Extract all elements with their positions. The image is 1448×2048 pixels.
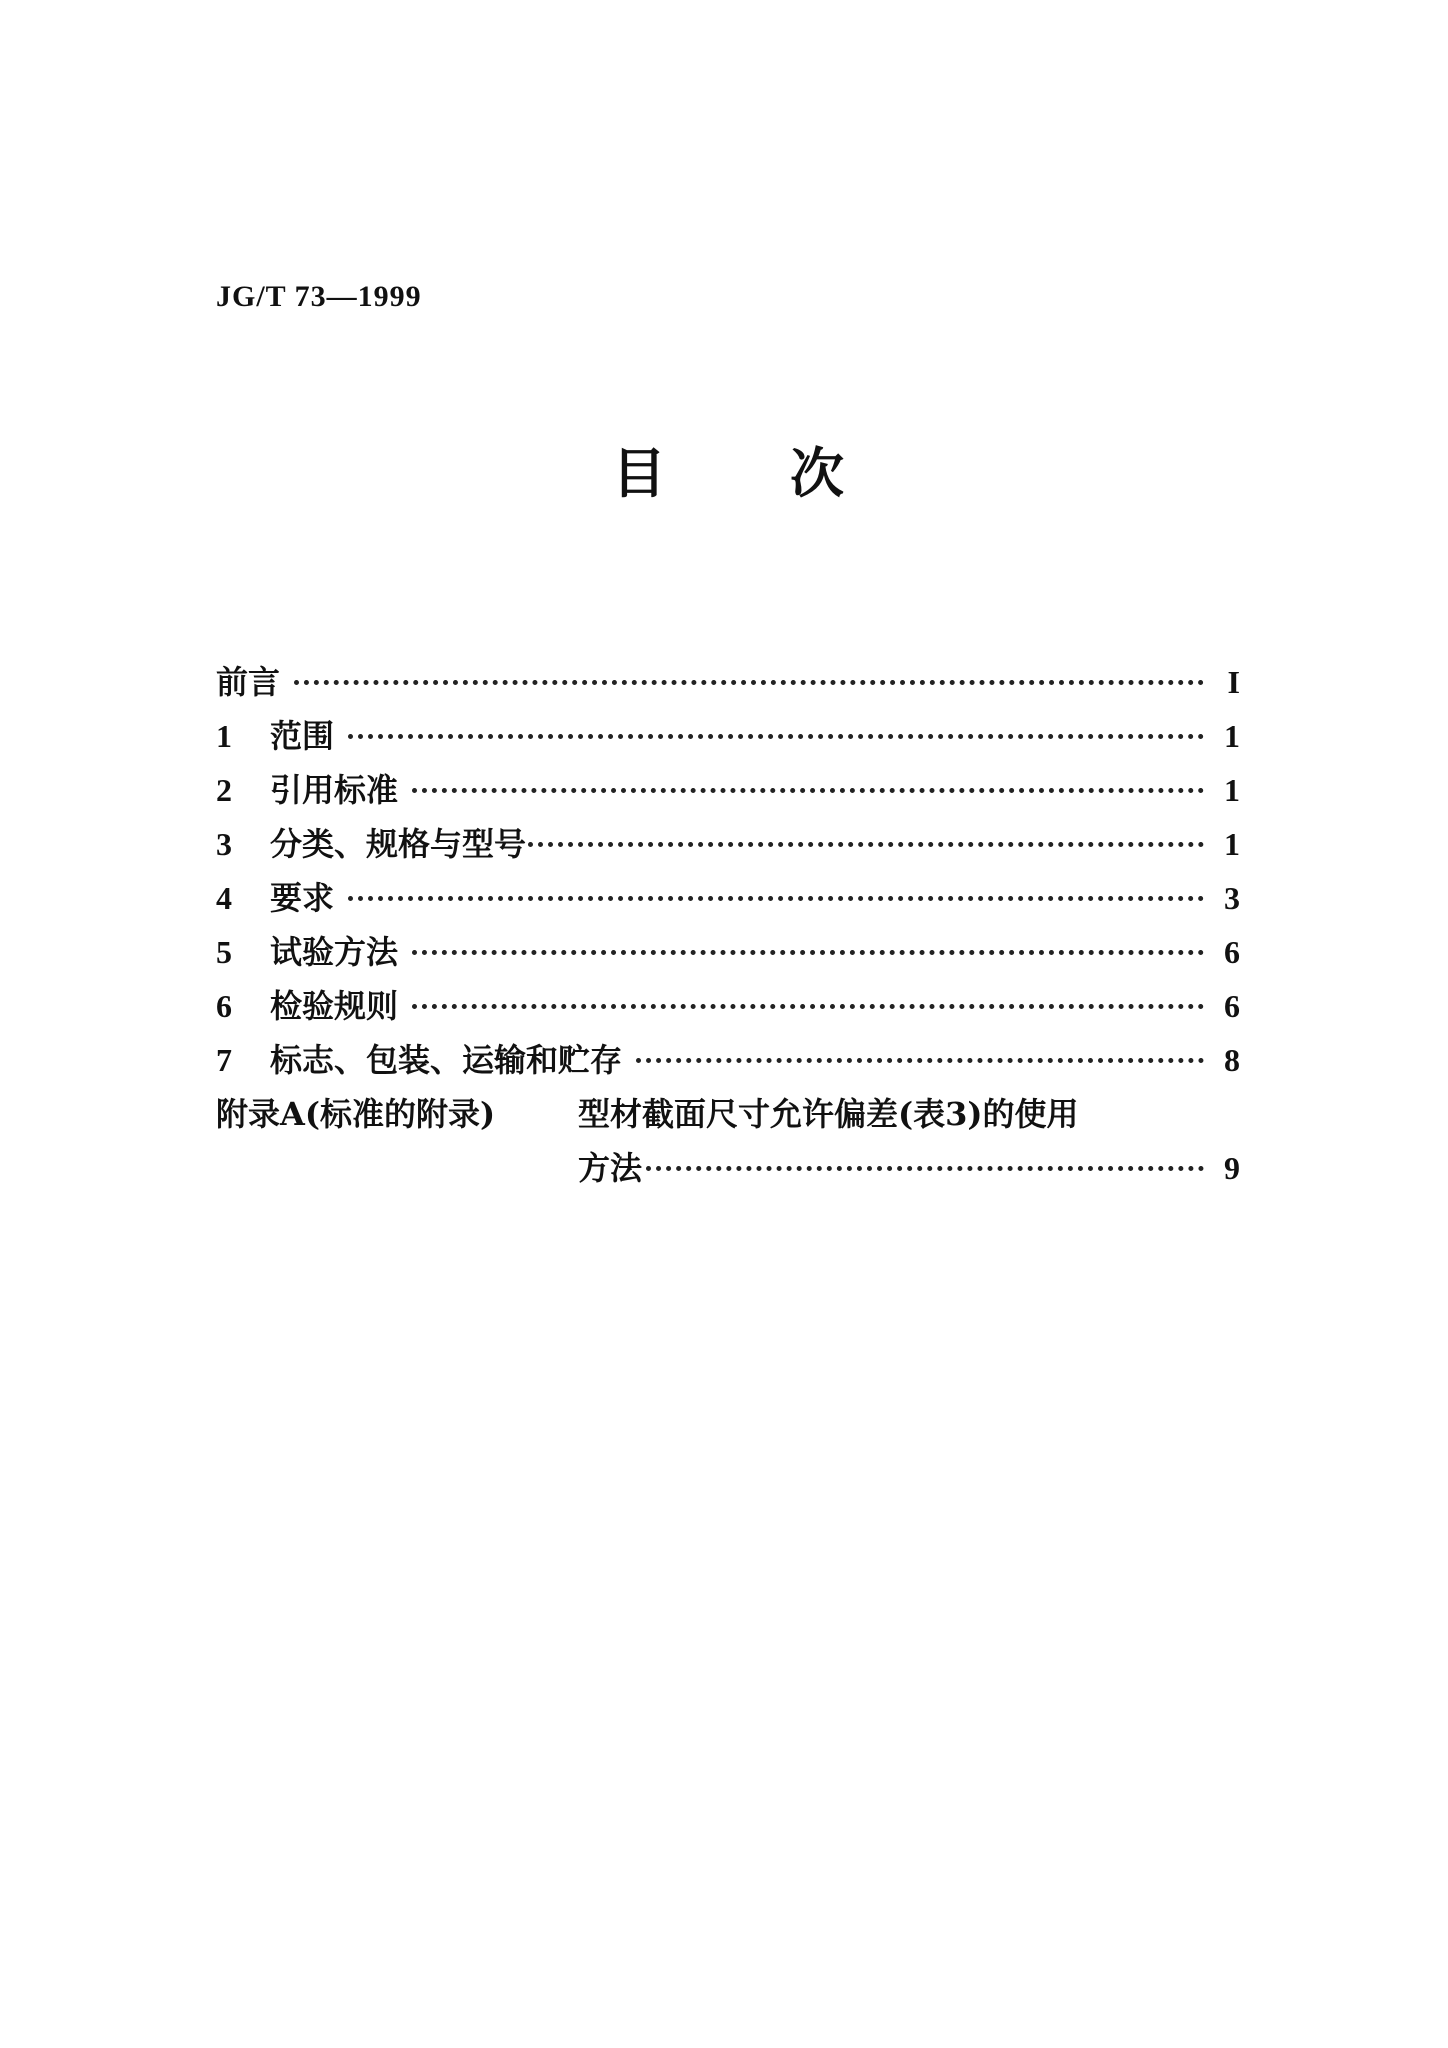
toc-leader-dots (294, 680, 1204, 685)
toc-entry-page: 9 (1224, 1150, 1240, 1186)
toc-leader-dots (412, 1004, 1204, 1009)
toc-entry-page: 1 (1224, 718, 1240, 754)
toc-entry-5[interactable] (216, 925, 1240, 979)
toc-entry-number: 7 (216, 1042, 232, 1078)
toc-entry-appendix-a-continued[interactable] (578, 1141, 1240, 1195)
toc-entry-page: 6 (1224, 988, 1240, 1024)
toc-entry-number: 4 (216, 880, 232, 916)
toc-entry-number: 5 (216, 934, 232, 970)
toc-entry-7[interactable] (216, 1033, 1240, 1087)
toc-leader-dots (646, 1166, 1204, 1171)
toc-entry-page: 1 (1224, 772, 1240, 808)
toc-entry-number: 2 (216, 772, 232, 808)
appendix-title-line-2: 方法 (578, 1149, 643, 1187)
appendix-title-line-1: 型材截面尺寸允许偏差(表3)的使用 (578, 1095, 1079, 1133)
toc-entry-label: 要求 (270, 879, 335, 917)
toc-leader-dots (528, 842, 1204, 847)
toc-entry-foreword[interactable] (216, 655, 1240, 709)
page-title (0, 438, 1448, 508)
table-of-contents (216, 655, 1240, 1195)
toc-entry-label: 标志、包装、运输和贮存 (270, 1041, 623, 1079)
page-title-char-2: 次 (790, 441, 844, 505)
toc-entry-page: I (1227, 664, 1240, 700)
toc-entry-label: 范围 (270, 717, 335, 755)
toc-leader-dots (348, 734, 1204, 739)
toc-entry-number: 6 (216, 988, 232, 1024)
toc-entry-appendix-a[interactable] (216, 1087, 1240, 1141)
toc-entry-page: 3 (1224, 880, 1240, 916)
toc-leader-dots (412, 788, 1204, 793)
toc-entry-6[interactable] (216, 979, 1240, 1033)
toc-entry-label: 检验规则 (270, 987, 399, 1025)
toc-entry-page: 1 (1224, 826, 1240, 862)
standard-code: JG/T 73—1999 (216, 280, 422, 313)
toc-leader-dots (348, 896, 1204, 901)
toc-leader-dots (636, 1058, 1204, 1063)
toc-entry-label: 引用标准 (270, 771, 399, 809)
toc-entry-page: 6 (1224, 934, 1240, 970)
toc-entry-number: 3 (216, 826, 232, 862)
toc-entry-page: 8 (1224, 1042, 1240, 1078)
page-title-char-1: 目 (612, 441, 666, 505)
toc-entry-label: 试验方法 (270, 933, 399, 971)
toc-entry-label: 分类、规格与型号 (270, 825, 527, 863)
toc-entry-4[interactable] (216, 871, 1240, 925)
toc-entry-number: 1 (216, 718, 232, 754)
toc-entry-2[interactable] (216, 763, 1240, 817)
toc-entry-label: 前言 (216, 663, 281, 701)
toc-entry-1[interactable] (216, 709, 1240, 763)
appendix-label: 附录A(标准的附录) (216, 1095, 496, 1133)
toc-leader-dots (412, 950, 1204, 955)
toc-entry-3[interactable] (216, 817, 1240, 871)
